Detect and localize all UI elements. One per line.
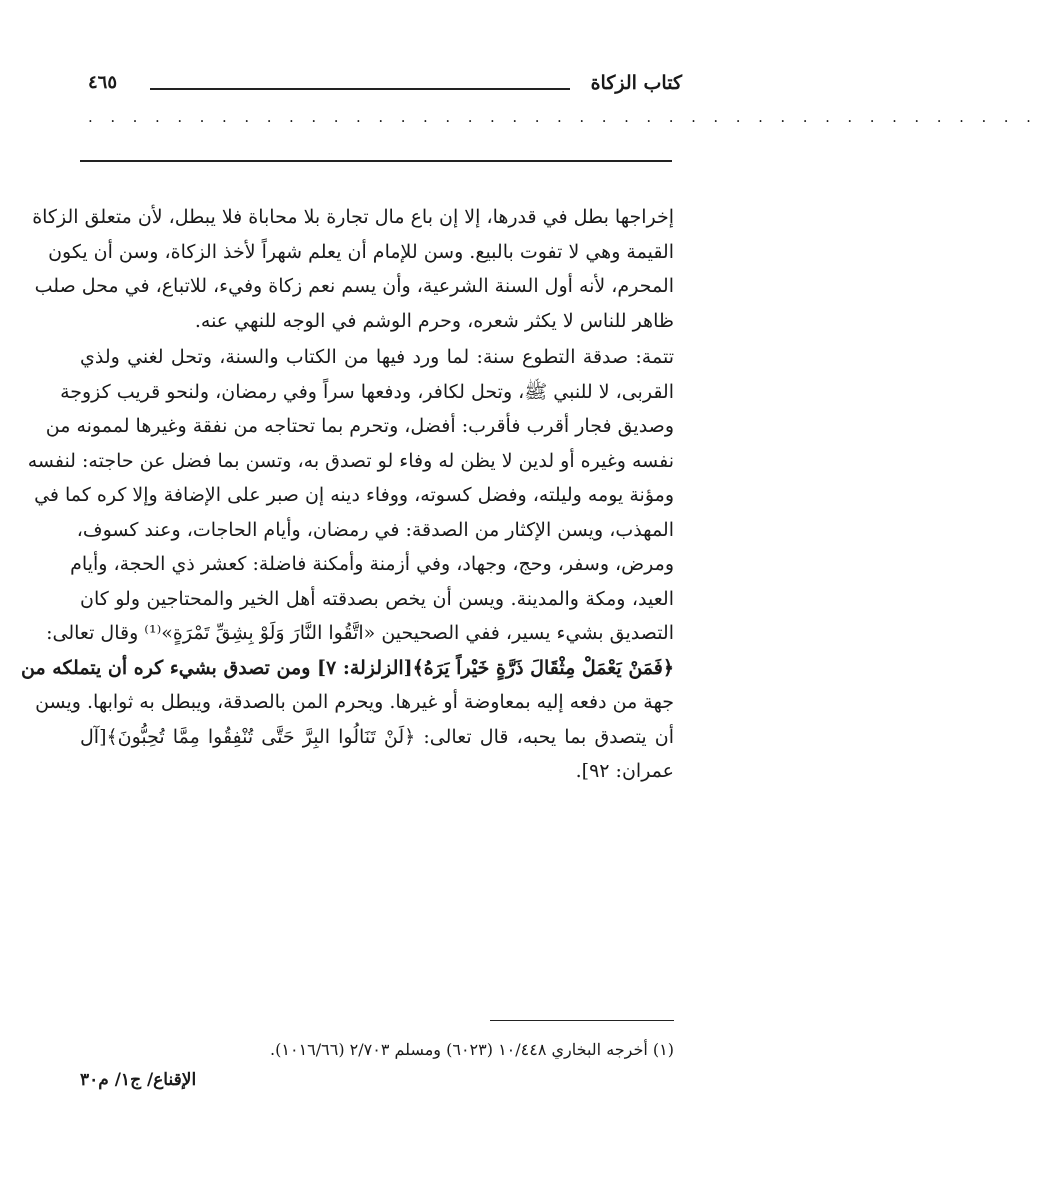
text-line: تتمة: صدقة التطوع سنة: لما ورد فيها من الكتاب والسنة، وتحل لغني ولذي xyxy=(80,346,674,368)
text-line: العيد، ومكة والمدينة. ويسن أن يخص بصدقته أهل الخير والمحتاجين ولو كان xyxy=(80,587,674,610)
page-number: ٤٦٥ xyxy=(88,72,118,93)
printer-signature: الإقناع/ ج١/ م٣٠ xyxy=(80,1070,197,1090)
text-line: نفسه وغيره أو لدين لا يظن له وفاء لو تصدق به، وتسن بما فضل عن حاجته: لنفسه xyxy=(27,449,674,472)
book-title: كتاب الزكاة xyxy=(590,72,682,94)
footnote: (١) أخرجه البخاري ١٠/٤٤٨ (٦٠٢٣) ومسلم ٢/٧٠٣ (١٠١٦/٦٦). xyxy=(270,1040,674,1059)
footnote-rule xyxy=(490,1020,674,1021)
paragraph-2 xyxy=(21,340,674,789)
text-line: المهذب، ويسن الإكثار من الصدقة: في رمضان، وأيام الحاجات، وعند كسوف، xyxy=(76,518,674,541)
text-line: القربى، لا للنبي ﷺ، وتحل لكافر، ودفعها سراً وفي رمضان، ولنحو قريب كزوجة xyxy=(60,380,674,403)
text-line: ومرض، وسفر، وحج، وجهاد، وفي أزمنة وأمكنة فاضلة: كعشر ذي الحجة، وأيام xyxy=(70,553,674,575)
text-line: جهة من دفعه إليه بمعاوضة أو غيرها. ويحرم المن بالصدقة، ويبطل به ثوابها. ويسن xyxy=(35,691,674,713)
top-rule xyxy=(80,160,672,162)
quran-verse-line: ﴿فَمَنْ يَعْمَلْ مِثْقَالَ ذَرَّةٍ خَيْراً يَرَهُ﴾[الزلزلة: ٧] ومن تصدق بشيء كره أن يتملكه من xyxy=(21,656,674,679)
text-line: القيمة وهي لا تفوت بالبيع. وسن للإمام أن يعلم شهراً لأخذ الزكاة، وسن أن يكون xyxy=(48,240,674,263)
text-line: ظاهر للناس لا يكثر شعره، وحرم الوشم في الوجه للنهي عنه. xyxy=(194,309,674,332)
header-rule xyxy=(150,88,570,90)
paragraph-1 xyxy=(32,200,674,338)
text-line: ومؤنة يومه وليلته، وفضل كسوته، ووفاء دينه إن صبر على الإضافة وإلا كره كما في xyxy=(34,484,674,506)
text-line: إخراجها بطل في قدرها، إلا إن باع مال تجارة بلا محاباة فلا يبطل، لأن متعلق الزكاة xyxy=(32,206,674,228)
text-line: وصديق فجار أقرب فأقرب: أفضل، وتحرم بما تحتاجه من نفقة وغيرها لممونه من xyxy=(45,415,674,437)
text-line: المحرم، لأنه أول السنة الشرعية، وأن يسم نعم زكاة وفيء، للاتباع، في محل صلب xyxy=(34,275,674,297)
running-header xyxy=(88,72,682,100)
text-line: أن يتصدق بما يحبه، قال تعالى: ﴿لَنْ تَنَالُوا البِرَّ حَتَّى تُنْفِقُوا مِمَّا تُحِبُّونَ﴾[آل xyxy=(80,725,674,748)
text-line: التصديق بشيء يسير، ففي الصحيحين «اتَّقُوا النَّارَ وَلَوْ بِشِقِّ تَمْرَةٍ»⁽¹⁾ وقال تعالى: xyxy=(46,622,674,644)
text-line: عمران: ٩٢]. xyxy=(575,760,674,782)
dotted-separator: . . . . . . . . . . . . . . . . . . . . . . . . . . . . . . . . . . . . . . . . . . . xyxy=(88,108,1037,126)
